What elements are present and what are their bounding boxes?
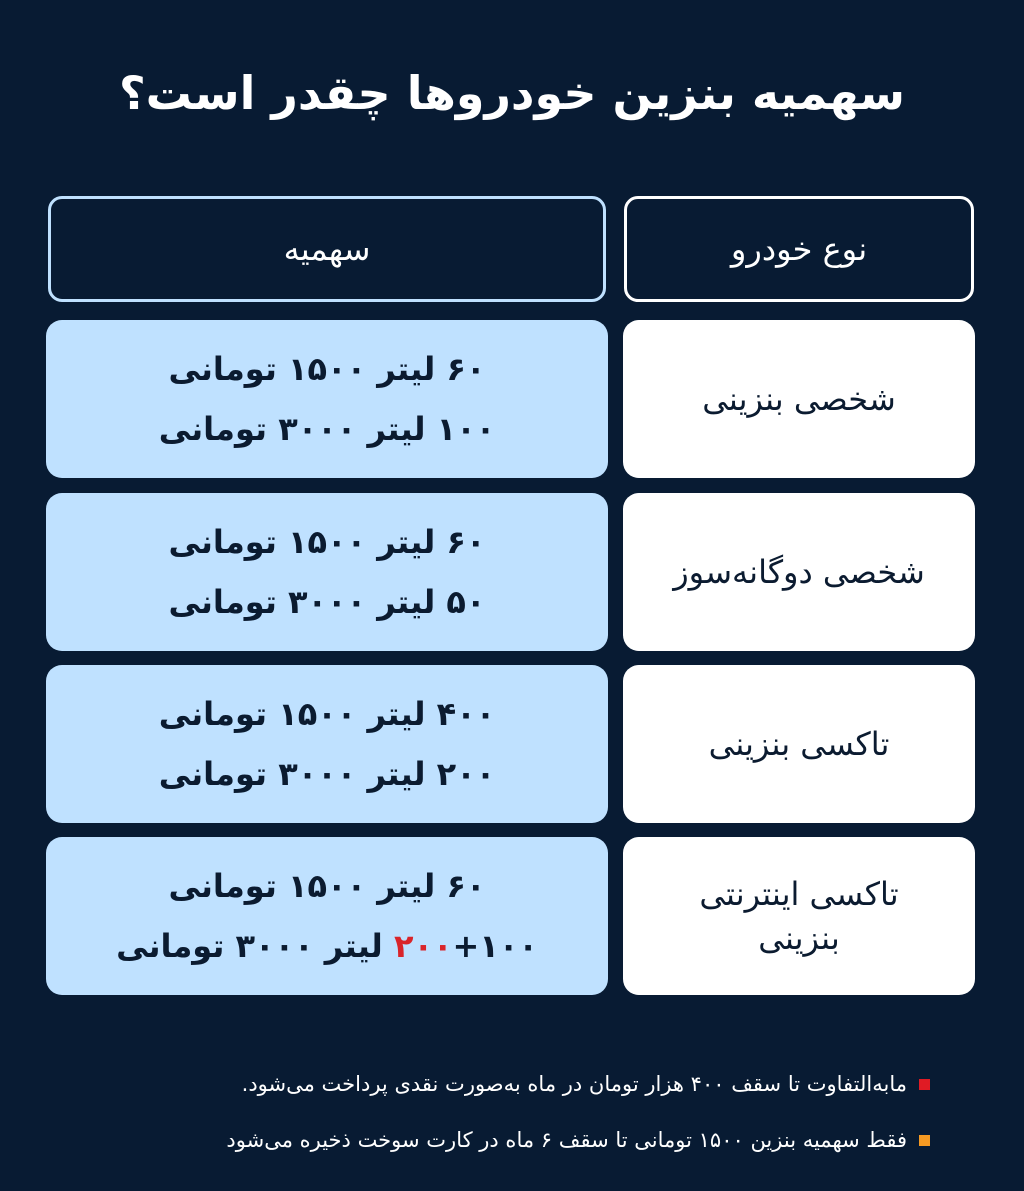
footnotes (70, 1064, 930, 1176)
vehicle-cell-private-dual-fuel (623, 493, 975, 651)
footnote-item (70, 1120, 930, 1160)
header-quota: سهمیه (48, 196, 606, 302)
quota-line: ۱۰۰ لیتر ۳۰۰۰ تومانی (158, 410, 496, 448)
vehicle-cell-private-gasoline (623, 320, 975, 478)
quota-line: ۵۰ لیتر ۳۰۰۰ تومانی (168, 583, 486, 621)
red-square-bullet-icon (919, 1079, 930, 1090)
quota-line (116, 916, 538, 976)
quota-line: ۲۰۰ لیتر ۳۰۰۰ تومانی (158, 755, 496, 793)
quota-cell-online-taxi (46, 837, 608, 995)
header-vehicle-type: نوع خودرو (624, 196, 974, 302)
quota-line: ۶۰ لیتر ۱۵۰۰ تومانی (168, 867, 486, 905)
vehicle-label: شخصی دوگانه‌سوز (673, 553, 925, 591)
footnote-item (70, 1064, 930, 1104)
quota-line: ۶۰ لیتر ۱۵۰۰ تومانی (168, 350, 486, 388)
quota-line: ۴۰۰ لیتر ۱۵۰۰ تومانی (158, 695, 496, 733)
footnote-text: فقط سهمیه بنزین ۱۵۰۰ تومانی تا سقف ۶ ماه در کارت سوخت ذخیره می‌شود (226, 1128, 907, 1152)
quota-cell-private-gasoline (46, 320, 608, 478)
vehicle-label: تاکسی بنزینی (708, 725, 890, 763)
quota-cell-private-dual-fuel (46, 493, 608, 651)
vehicle-label: تاکسی اینترنتی (699, 875, 899, 913)
vehicle-label: بنزینی (758, 919, 840, 957)
quota-line-rest: +۱۰۰ لیتر ۳۰۰۰ تومانی (116, 927, 538, 965)
quota-cell-taxi-gasoline (46, 665, 608, 823)
quota-extra-highlight: ۲۰۰ (393, 927, 453, 965)
quota-line: ۶۰ لیتر ۱۵۰۰ تومانی (168, 523, 486, 561)
vehicle-cell-online-taxi (623, 837, 975, 995)
vehicle-cell-taxi-gasoline (623, 665, 975, 823)
footnote-text: مابه‌التفاوت تا سقف ۴۰۰ هزار تومان در ماه به‌صورت نقدی پرداخت می‌شود. (241, 1072, 907, 1096)
vehicle-label: شخصی بنزینی (702, 380, 896, 418)
orange-square-bullet-icon (919, 1135, 930, 1146)
page-title: سهمیه بنزین خودروها چقدر است؟ (118, 66, 906, 120)
